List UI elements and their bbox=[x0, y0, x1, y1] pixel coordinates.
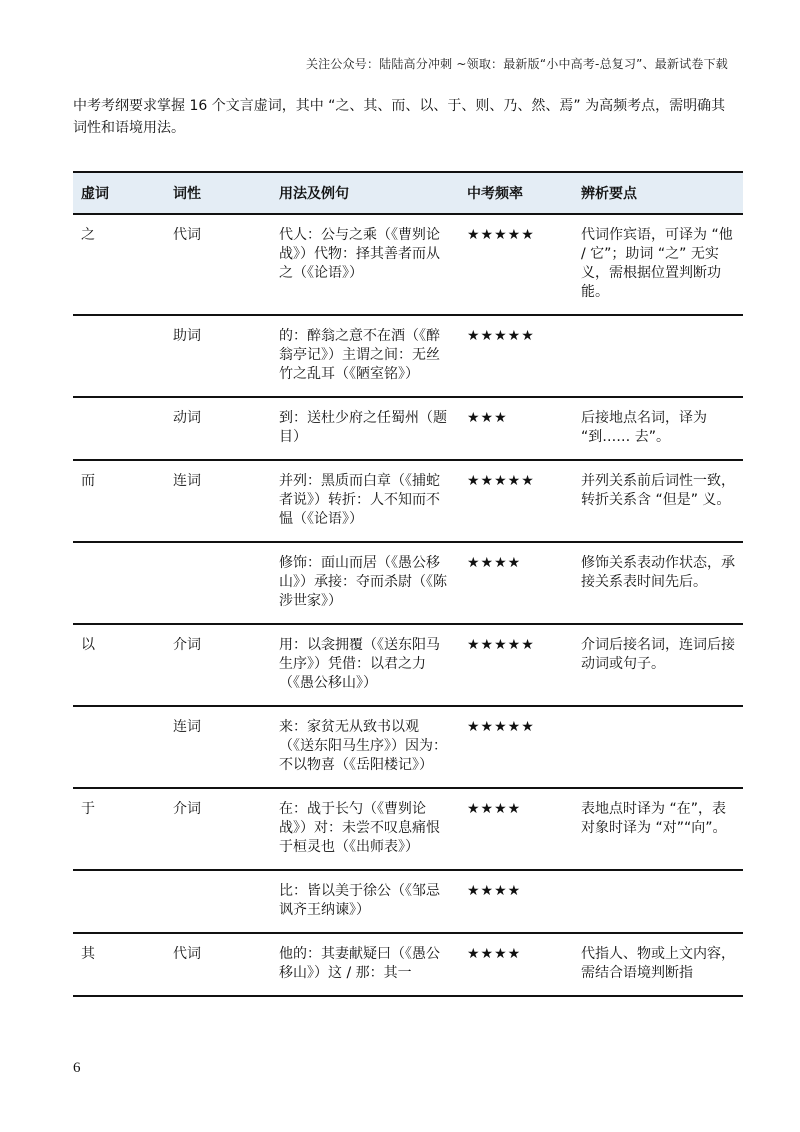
cell-notes: 修饰关系表动作状态，承接关系表时间先后。 bbox=[573, 542, 743, 624]
table-row bbox=[73, 214, 743, 315]
cell-usage: 来：家贫无从致书以观（《送东阳马生序》）因为：不以物喜（《岳阳楼记》） bbox=[271, 706, 459, 788]
cell-frequency: ★★★★★ bbox=[459, 315, 573, 397]
cell-word bbox=[73, 397, 165, 460]
cell-word: 以 bbox=[73, 624, 165, 706]
cell-notes: 介词后接名词，连词后接动词或句子。 bbox=[573, 624, 743, 706]
cell-pos: 代词 bbox=[165, 214, 271, 315]
cell-frequency: ★★★★★ bbox=[459, 624, 573, 706]
cell-usage: 到：送杜少府之任蜀州（题目） bbox=[271, 397, 459, 460]
cell-frequency: ★★★★ bbox=[459, 788, 573, 870]
table-row bbox=[73, 624, 743, 706]
page-number: 6 bbox=[73, 1060, 81, 1076]
cell-usage: 用：以衾拥覆（《送东阳马生序》）凭借：以君之力（《愚公移山》） bbox=[271, 624, 459, 706]
cell-pos bbox=[165, 542, 271, 624]
cell-usage: 在：战于长勺（《曹刿论战》）对：未尝不叹息痛恨于桓灵也（《出师表》） bbox=[271, 788, 459, 870]
cell-usage: 修饰：面山而居（《愚公移山》）承接：夺而杀尉（《陈涉世家》） bbox=[271, 542, 459, 624]
cell-pos: 助词 bbox=[165, 315, 271, 397]
cell-word: 其 bbox=[73, 933, 165, 996]
header-usage: 用法及例句 bbox=[271, 172, 459, 214]
table-row bbox=[73, 542, 743, 624]
cell-word bbox=[73, 315, 165, 397]
cell-usage: 的：醉翁之意不在酒（《醉翁亭记》）主谓之间：无丝竹之乱耳（《陋室铭》） bbox=[271, 315, 459, 397]
cell-notes: 代词作宾语，可译为 “他 / 它”；助词 “之” 无实义，需根据位置判断功能。 bbox=[573, 214, 743, 315]
cell-word: 于 bbox=[73, 788, 165, 870]
cell-word: 之 bbox=[73, 214, 165, 315]
cell-notes: 并列关系前后词性一致，转折关系含 “但是” 义。 bbox=[573, 460, 743, 542]
cell-notes: 代指人、物或上文内容，需结合语境判断指 bbox=[573, 933, 743, 996]
cell-usage: 他的：其妻献疑曰（《愚公移山》）这 / 那：其一 bbox=[271, 933, 459, 996]
cell-frequency: ★★★★ bbox=[459, 870, 573, 933]
cell-notes bbox=[573, 706, 743, 788]
cell-word bbox=[73, 706, 165, 788]
table-row bbox=[73, 933, 743, 996]
header-word: 虚词 bbox=[73, 172, 165, 214]
cell-pos: 连词 bbox=[165, 460, 271, 542]
function-words-table bbox=[73, 171, 743, 997]
table-row bbox=[73, 315, 743, 397]
cell-usage: 代人：公与之乘（《曹刿论战》）代物：择其善者而从之（《论语》） bbox=[271, 214, 459, 315]
table-row bbox=[73, 706, 743, 788]
cell-usage: 比：皆以美于徐公（《邹忌讽齐王纳谏》） bbox=[271, 870, 459, 933]
table-row bbox=[73, 788, 743, 870]
cell-usage: 并列：黑质而白章（《捕蛇者说》）转折：人不知而不愠（《论语》） bbox=[271, 460, 459, 542]
cell-frequency: ★★★ bbox=[459, 397, 573, 460]
table-row bbox=[73, 460, 743, 542]
cell-notes: 后接地点名词，译为 “到…… 去”。 bbox=[573, 397, 743, 460]
cell-word bbox=[73, 870, 165, 933]
cell-frequency: ★★★★★ bbox=[459, 460, 573, 542]
cell-word bbox=[73, 542, 165, 624]
cell-frequency: ★★★★ bbox=[459, 933, 573, 996]
cell-pos: 介词 bbox=[165, 788, 271, 870]
header-frequency: 中考频率 bbox=[459, 172, 573, 214]
cell-word: 而 bbox=[73, 460, 165, 542]
header-notes: 辨析要点 bbox=[573, 172, 743, 214]
cell-pos: 动词 bbox=[165, 397, 271, 460]
cell-frequency: ★★★★ bbox=[459, 542, 573, 624]
header-pos: 词性 bbox=[165, 172, 271, 214]
cell-frequency: ★★★★★ bbox=[459, 214, 573, 315]
cell-pos bbox=[165, 870, 271, 933]
cell-pos: 连词 bbox=[165, 706, 271, 788]
cell-pos: 代词 bbox=[165, 933, 271, 996]
cell-frequency: ★★★★★ bbox=[459, 706, 573, 788]
intro-paragraph: 中考考纲要求掌握 16 个文言虚词，其中 “之、其、而、以、于、则、乃、然、焉” 为高频考点，需明确其词性和语境用法。 bbox=[73, 98, 726, 136]
header-note: 关注公众号：陆陆高分冲刺 ~领取：最新版“小中高考-总复习”、最新试卷下载 bbox=[305, 57, 728, 71]
cell-notes bbox=[573, 315, 743, 397]
table-row bbox=[73, 870, 743, 933]
cell-notes bbox=[573, 870, 743, 933]
cell-notes: 表地点时译为 “在”，表对象时译为 “对”“向”。 bbox=[573, 788, 743, 870]
table-header-row bbox=[73, 172, 743, 214]
cell-pos: 介词 bbox=[165, 624, 271, 706]
table-row bbox=[73, 397, 743, 460]
